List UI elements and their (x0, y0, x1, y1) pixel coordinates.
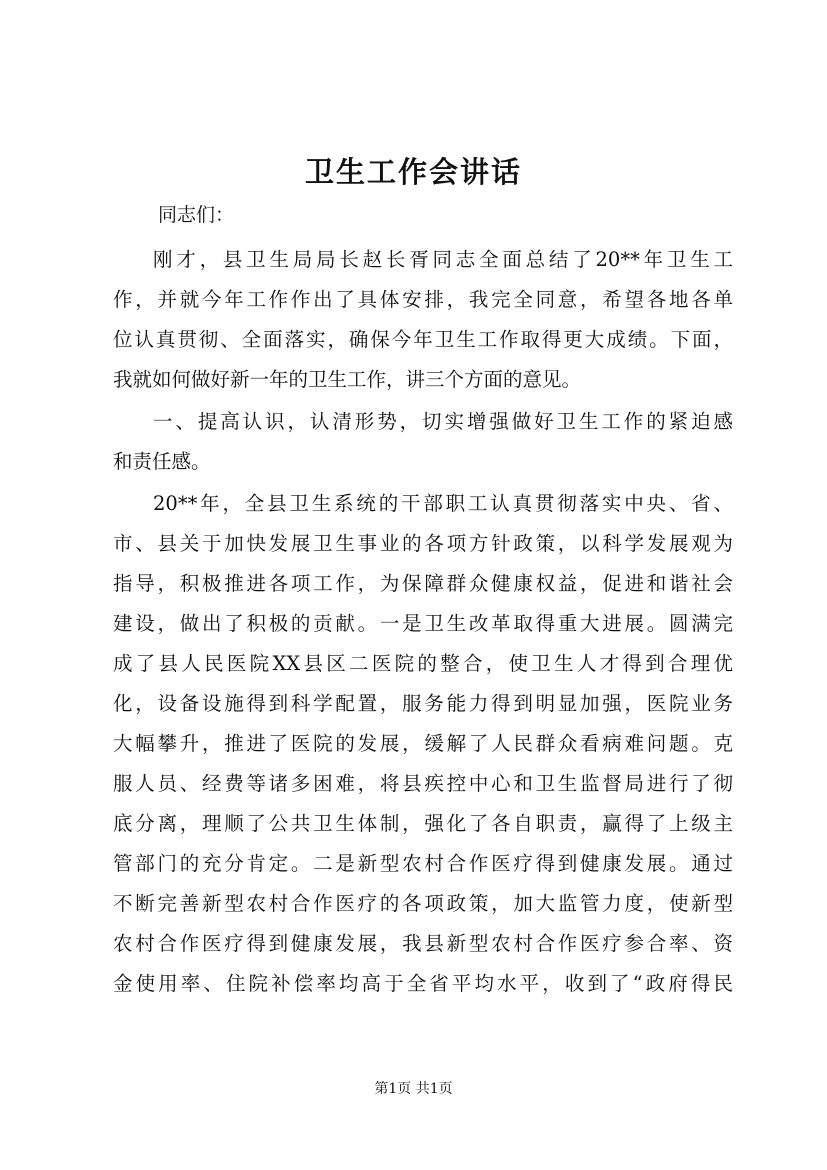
body-line: 底分离，理顺了公共卫生体制，强化了各自职责，赢得了上级主 (113, 812, 733, 835)
body-line: 成了县人民医院XX县区二医院的整合，使卫生人才得到合理优 (113, 652, 733, 675)
body-line: 大幅攀升，推进了医院的发展，缓解了人民群众看病难问题。克 (113, 732, 733, 755)
body-line: 金使用率、住院补偿率均高于全省平均水平，收到了“政府得民 (113, 972, 733, 995)
document-title: 卫生工作会讲话 (304, 155, 522, 189)
body-line: 作，并就今年工作作出了具体安排，我完全同意，希望各地各单 (113, 288, 733, 311)
section-heading-line: 一、提高认识，认清形势，切实增强做好卫生工作的紧迫感 (153, 410, 733, 433)
body-line: 服人员、经费等诸多困难，将县疾控中心和卫生监督局进行了彻 (113, 772, 733, 795)
body-line: 20**年，全县卫生系统的干部职工认真贯彻落实中央、省、 (153, 492, 733, 515)
page-footer: 第1页 共1页 (374, 1081, 453, 1097)
salutation: 同志们： (158, 204, 235, 226)
body-line: 农村合作医疗得到健康发展，我县新型农村合作医疗参合率、资 (113, 932, 733, 955)
body-line: 不断完善新型农村合作医疗的各项政策，加大监管力度，使新型 (113, 892, 733, 915)
body-line: 我就如何做好新一年的卫生工作，讲三个方面的意见。 (113, 368, 582, 391)
body-line: 管部门的充分肯定。二是新型农村合作医疗得到健康发展。通过 (113, 852, 733, 875)
body-line: 化，设备设施得到科学配置，服务能力得到明显加强，医院业务 (113, 692, 733, 715)
body-line: 位认真贯彻、全面落实，确保今年卫生工作取得更大成绩。下面， (113, 328, 733, 351)
body-line: 刚才，县卫生局局长赵长胥同志全面总结了20**年卫生工 (153, 248, 733, 271)
body-line: 市、县关于加快发展卫生事业的各项方针政策，以科学发展观为 (113, 532, 733, 555)
body-line: 指导，积极推进各项工作，为保障群众健康权益，促进和谐社会 (113, 572, 733, 595)
body-line: 建设，做出了积极的贡献。一是卫生改革取得重大进展。圆满完 (113, 612, 733, 635)
section-heading-line: 和责任感。 (113, 450, 211, 473)
